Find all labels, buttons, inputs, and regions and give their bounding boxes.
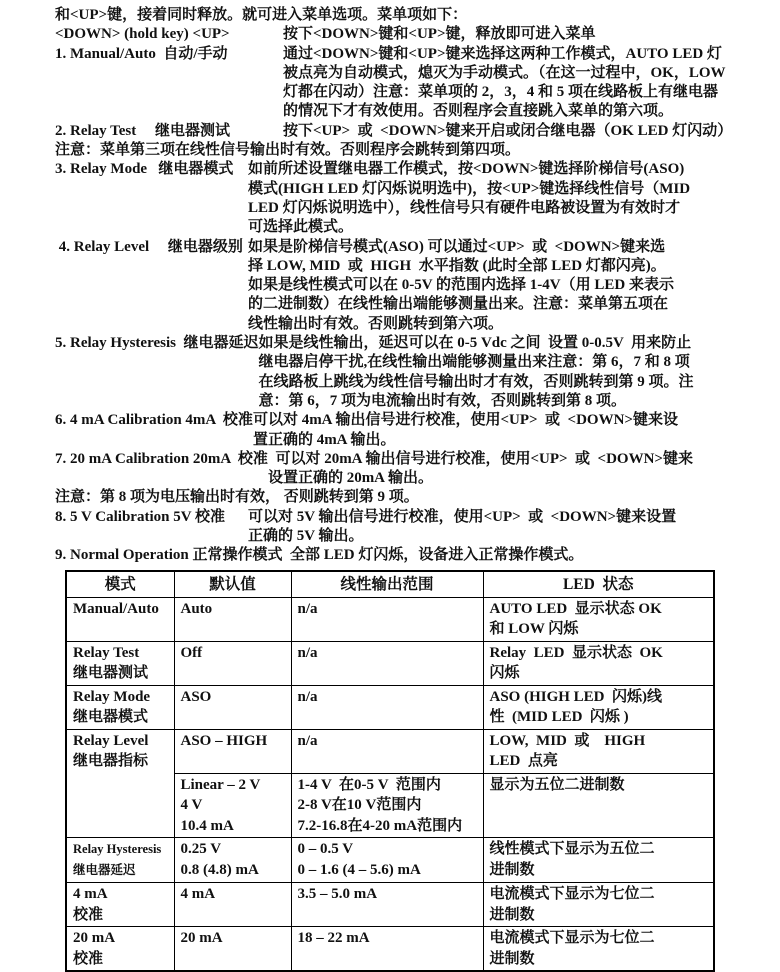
cell-line: n/a — [297, 644, 318, 661]
paragraph — [55, 6, 730, 25]
cell-line: 3.5 – 5.0 mA — [297, 886, 378, 903]
led-status-cell — [483, 597, 714, 641]
cell-line: 10.4 mA — [180, 817, 234, 834]
cell-line: 进制数 — [489, 861, 535, 878]
description-line: 可以对 5V 输出信号进行校准，使用<UP> 或 <DOWN>键来设置 — [248, 508, 677, 525]
cell-line: LOW, MID 或 HIGH — [489, 732, 646, 749]
cell-line: Relay Hysteresis — [73, 842, 162, 857]
table-header-cell: LED 状态 — [483, 571, 714, 598]
default-value-cell — [174, 597, 291, 641]
description-line: 如前所述设置继电器工作模式，按<DOWN>键选择阶梯信号(ASO) — [248, 161, 685, 178]
cell-line: 电流模式下显示为七位二 — [489, 886, 655, 903]
linear-output-range-cell — [291, 927, 483, 972]
cell-line: 校准 — [73, 906, 104, 923]
item-label: 1. Manual/Auto 自动/手动 — [55, 45, 228, 62]
cell-line: Linear – 2 V — [180, 776, 261, 793]
paragraph — [55, 488, 730, 507]
default-value-cell — [174, 773, 291, 838]
menu-item — [55, 122, 733, 141]
cell-line: Relay Mode — [73, 688, 151, 705]
paragraph — [55, 141, 730, 160]
linear-output-range-cell — [291, 641, 483, 685]
cell-line: 继电器测试 — [73, 665, 149, 682]
cell-line: ASO — [180, 688, 212, 705]
description-line: 按下<DOWN>键和<UP>键，释放即可进入菜单 — [283, 26, 596, 43]
item-description — [283, 45, 730, 122]
cell-line: 4 mA — [180, 886, 216, 903]
cell-line: AUTO LED 显示状态 OK — [489, 600, 662, 617]
table-header-cell: 线性输出范围 — [291, 571, 483, 598]
mode-cell — [66, 597, 174, 641]
menu-item — [55, 411, 730, 450]
paragraph-line: 9. Normal Operation 正常操作模式 全部 LED 灯闪烁，设备进入正常操作模式。 — [55, 547, 584, 564]
cell-line: Auto — [180, 600, 213, 617]
led-status-cell — [483, 883, 714, 927]
item-description — [258, 334, 730, 411]
description-line: 通过<DOWN>键和<UP>键来选择这两种工作模式，AUTO LED 灯 — [283, 45, 722, 62]
cell-line: 7.2-16.8在4-20 mA范围内 — [297, 817, 463, 834]
item-label: 7. 20 mA Calibration 20mA 校准 — [55, 450, 268, 467]
cell-line: 电流模式下显示为七位二 — [489, 930, 655, 947]
cell-line: 0 – 0.5 V — [297, 841, 354, 858]
item-label: 6. 4 mA Calibration 4mA 校准 — [55, 412, 253, 429]
mode-cell — [66, 685, 174, 729]
mode-cell — [66, 883, 174, 927]
cell-line: 闪烁 — [489, 665, 520, 682]
table-header-cell: 模式 — [66, 571, 174, 598]
cell-line: 继电器指标 — [73, 753, 149, 770]
cell-line: 4 V — [180, 797, 203, 814]
cell-line: 线性模式下显示为五位二 — [489, 841, 655, 858]
menu-item — [55, 45, 730, 122]
cell-line: 2-8 V在10 V范围内 — [297, 797, 422, 814]
default-value-cell — [174, 685, 291, 729]
cell-line: 和 LOW 闪烁 — [489, 621, 579, 638]
description-line: LED 灯闪烁说明选中），线性信号只有硬件电路被设置为有效时才 — [248, 199, 681, 216]
mode-cell — [66, 641, 174, 685]
menu-item — [55, 25, 730, 44]
menu-item — [55, 450, 730, 489]
cell-line: 显示为五位二进制数 — [489, 776, 625, 793]
item-description — [268, 450, 730, 489]
table-row — [66, 685, 714, 729]
description-line: 的二进制数）在线性输出端能够测量出来。注意：菜单第五项在 — [248, 296, 669, 313]
description-line: 可以对 4mA 输出信号进行校准，使用<UP> 或 <DOWN>键来设 — [252, 412, 678, 429]
table-header-cell: 默认值 — [174, 571, 291, 598]
cell-line: 进制数 — [489, 906, 535, 923]
cell-line: n/a — [297, 732, 318, 749]
led-status-cell — [483, 685, 714, 729]
item-label: 8. 5 V Calibration 5V 校准 — [55, 508, 226, 525]
menu-item — [55, 238, 730, 334]
description-line: 设置正确的 20mA 输出。 — [267, 470, 433, 487]
item-description — [283, 122, 733, 141]
cell-line: Relay Level — [73, 732, 149, 749]
description-line: 被点亮为自动模式，熄灭为手动模式。（在这一过程中，OK，LOW — [283, 64, 726, 81]
cell-line: 性 (MID LED 闪烁 ) — [489, 709, 629, 726]
description-line: 择 LOW, MID 或 HIGH 水平指数 (此时全部 LED 灯都闪亮)。 — [248, 257, 666, 274]
cell-line: 0.25 V — [180, 841, 222, 858]
manual-text-section — [55, 6, 733, 566]
menu-item — [55, 334, 730, 411]
cell-line: 20 mA — [73, 930, 116, 947]
cell-line: ASO – HIGH — [180, 732, 268, 749]
cell-line: 1-4 V 在0-5 V 范围内 — [297, 776, 441, 793]
paragraph-line: 和<UP>键，接着同时释放。就可进入菜单选项。菜单项如下： — [55, 7, 468, 23]
cell-line: 0.8 (4.8) mA — [180, 861, 259, 878]
description-line: 按下<UP> 或 <DOWN>键来开启或闭合继电器（OK LED 灯闪动） — [283, 122, 733, 139]
item-description — [248, 508, 730, 547]
cell-line: n/a — [297, 600, 318, 617]
cell-line: 4 mA — [73, 886, 108, 903]
cell-line: 18 – 22 mA — [297, 930, 370, 947]
cell-line: Relay LED 显示状态 OK — [489, 644, 663, 661]
led-status-cell — [483, 773, 714, 838]
item-description — [253, 411, 730, 450]
linear-output-range-cell — [291, 597, 483, 641]
cell-line: n/a — [297, 688, 318, 705]
cell-line: 进制数 — [489, 950, 535, 967]
default-value-cell — [174, 927, 291, 972]
description-line: 模式(HIGH LED 灯闪烁说明选中)，按<UP>键选择线性信号（MID — [248, 180, 691, 197]
linear-output-range-cell — [291, 773, 483, 838]
mode-cell — [66, 729, 174, 838]
cell-line: Relay Test — [73, 644, 140, 661]
paragraph-line: 注意：菜单第三项在线性信号输出时有效。否则程序会跳转到第四项。 — [55, 142, 521, 159]
item-description — [248, 238, 730, 334]
menu-item — [55, 508, 730, 547]
table-row — [66, 641, 714, 685]
item-description — [248, 160, 730, 237]
linear-output-range-cell — [291, 883, 483, 927]
paragraph — [55, 546, 730, 565]
linear-output-range-cell — [291, 729, 483, 773]
cell-line: Off — [180, 644, 203, 661]
linear-output-range-cell — [291, 838, 483, 883]
description-line: 正确的 5V 输出。 — [248, 528, 364, 545]
led-status-cell — [483, 641, 714, 685]
cell-line: 继电器延迟 — [73, 863, 136, 878]
default-value-cell — [174, 883, 291, 927]
description-line: 灯都在闪动）注意：菜单项的 2，3，4 和 5 项在线路板上有继电器 — [283, 84, 719, 101]
paragraph-line: 注意：第 8 项为电压输出时有效， 否则跳转到第 9 项。 — [55, 489, 419, 506]
description-line: 可以对 20mA 输出信号进行校准，使用<UP> 或 <DOWN>键来 — [267, 450, 693, 467]
default-value-cell — [174, 729, 291, 773]
table-row — [66, 883, 714, 927]
description-line: 置正确的 4mA 输出。 — [252, 431, 396, 448]
description-line: 意：第 6，7 项为电流输出时有效，否则跳转到第 8 项。 — [258, 392, 626, 409]
led-status-cell — [483, 927, 714, 972]
default-value-cell — [174, 838, 291, 883]
table-row — [66, 729, 714, 773]
description-line: 在线路板上跳线为线性信号输出时才有效，否则跳转到第 9 项。注 — [258, 373, 694, 390]
mode-cell — [66, 927, 174, 972]
description-line: 线性输出时有效。否则跳转到第六项。 — [248, 315, 504, 332]
led-status-cell — [483, 729, 714, 773]
item-label: 4. Relay Level 继电器级别 — [55, 238, 243, 255]
cell-line: 20 mA — [180, 930, 223, 947]
table-row — [66, 927, 714, 972]
mode-cell — [66, 838, 174, 883]
cell-line: 0 – 1.6 (4 – 5.6) mA — [297, 861, 421, 878]
cell-line: ASO (HIGH LED 闪烁)线 — [489, 688, 663, 705]
item-label: <DOWN> (hold key) <UP> — [55, 26, 230, 43]
cell-line: 校准 — [73, 950, 104, 967]
table-row — [66, 597, 714, 641]
led-status-cell — [483, 838, 714, 883]
description-line: 如果是线性模式可以在 0-5V 的范围内选择 1-4V（用 LED 来表示 — [248, 277, 674, 294]
default-value-cell — [174, 641, 291, 685]
menu-item — [55, 160, 730, 237]
cell-line: LED 点亮 — [489, 753, 558, 770]
item-description — [283, 25, 730, 44]
description-line: 如果是阶梯信号模式(ASO) 可以通过<UP> 或 <DOWN>键来选 — [248, 238, 666, 255]
description-line: 如果是线性输出，延迟可以在 0-5 Vdc 之间 设置 0-0.5V 用来防止 — [258, 335, 692, 352]
description-line: 继电器启停干扰,在线性输出端能够测量出来注意：第 6，7 和 8 项 — [258, 354, 690, 371]
cell-line: Manual/Auto — [73, 600, 159, 617]
description-line: 可选择此模式。 — [248, 219, 354, 236]
table-header-row — [66, 571, 714, 598]
cell-line: 继电器模式 — [73, 709, 149, 726]
item-label: 3. Relay Mode 继电器模式 — [55, 161, 234, 178]
menu-settings-table — [65, 570, 715, 972]
item-label: 5. Relay Hysteresis 继电器延迟 — [55, 335, 259, 352]
item-label: 2. Relay Test 继电器测试 — [55, 122, 231, 139]
linear-output-range-cell — [291, 685, 483, 729]
table-row — [66, 838, 714, 883]
description-line: 的情况下才有效使用。否则程序会直接跳入菜单的第六项。 — [283, 103, 674, 120]
